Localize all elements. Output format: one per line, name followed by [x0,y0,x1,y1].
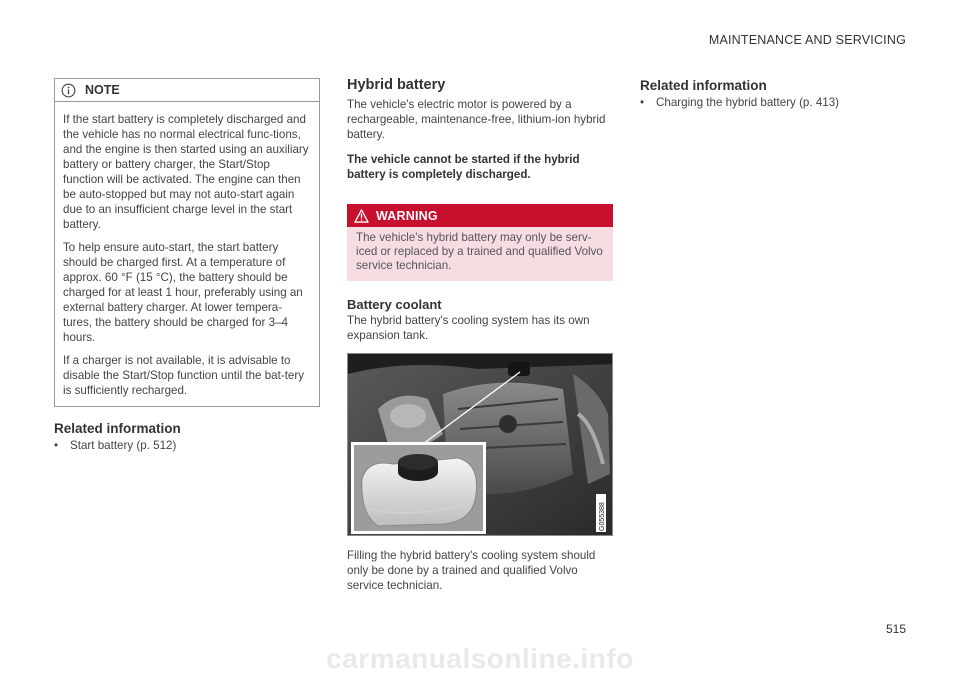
bullet-icon: • [54,439,59,452]
hybrid-intro: The vehicle's electric motor is powered by a rechargeable, maintenance-free, lithium-ion hybrid battery. [347,98,606,141]
page-number: 515 [885,622,906,636]
image-code: G055388 [599,502,606,531]
engine-bay-photo [347,353,613,536]
related-link[interactable]: Charging the hybrid battery (p. 413) [656,96,840,109]
note-paragraph: If the start battery is completely discharged and the vehicle has no normal electrical func-tions, and the engine is then started using an auxiliary battery or battery charger, the Start/Stop function will be activated. The engine can then be auto-stopped but may not auto-start again due to an insufficient charge level in the start battery. [63,113,309,231]
note-header [55,79,319,102]
left-column [54,78,320,453]
related-link[interactable]: Start battery (p. 512) [70,439,177,452]
section-title: MAINTENANCE AND SERVICING [708,33,906,47]
warning-header [347,204,613,227]
note-title: NOTE [85,83,120,97]
coolant-intro: The hybrid battery's cooling system has its own expansion tank. [347,314,590,342]
battery-coolant-heading: Battery coolant [347,297,442,312]
hybrid-bold-text: The vehicle cannot be started if the hybrid battery is completely discharged. [347,153,580,181]
related-info-item[interactable] [54,438,320,453]
right-column [640,77,906,110]
hybrid-battery-heading: Hybrid battery [347,77,446,93]
related-info-heading: Related information [640,78,767,93]
note-paragraph: To help ensure auto-start, the start battery should be charged first. At a temperature of approx. 60 °F (15 °C), the battery should be charged for at least 1 hour, preferably using an external battery charger. At lower tempera-tures, the battery should be charged for 3–4 hours. [63,241,303,344]
note-paragraph: If a charger is not available, it is advisable to disable the Start/Stop function until the bat-tery is sufficiently recharged. [63,354,305,397]
note-box [54,78,320,407]
note-body [55,102,319,406]
middle-column [347,77,613,593]
bullet-icon: • [640,96,645,109]
engine-bay-illustration [348,354,613,536]
warning-box [347,204,613,281]
photo-caption: Filling the hybrid battery's cooling system should only be done by a trained and qualified Volvo service technician. [347,549,596,592]
warning-triangle-icon [354,209,369,223]
info-icon [61,83,76,98]
watermark: carmanualsonline.info [326,643,634,674]
related-info-heading: Related information [54,421,181,436]
warning-title: WARNING [376,208,438,223]
related-info-item[interactable] [640,95,906,110]
warning-text: The vehicle's hybrid battery may only be serv-iced or replaced by a trained and qualified Volvo service technician. [347,227,613,281]
